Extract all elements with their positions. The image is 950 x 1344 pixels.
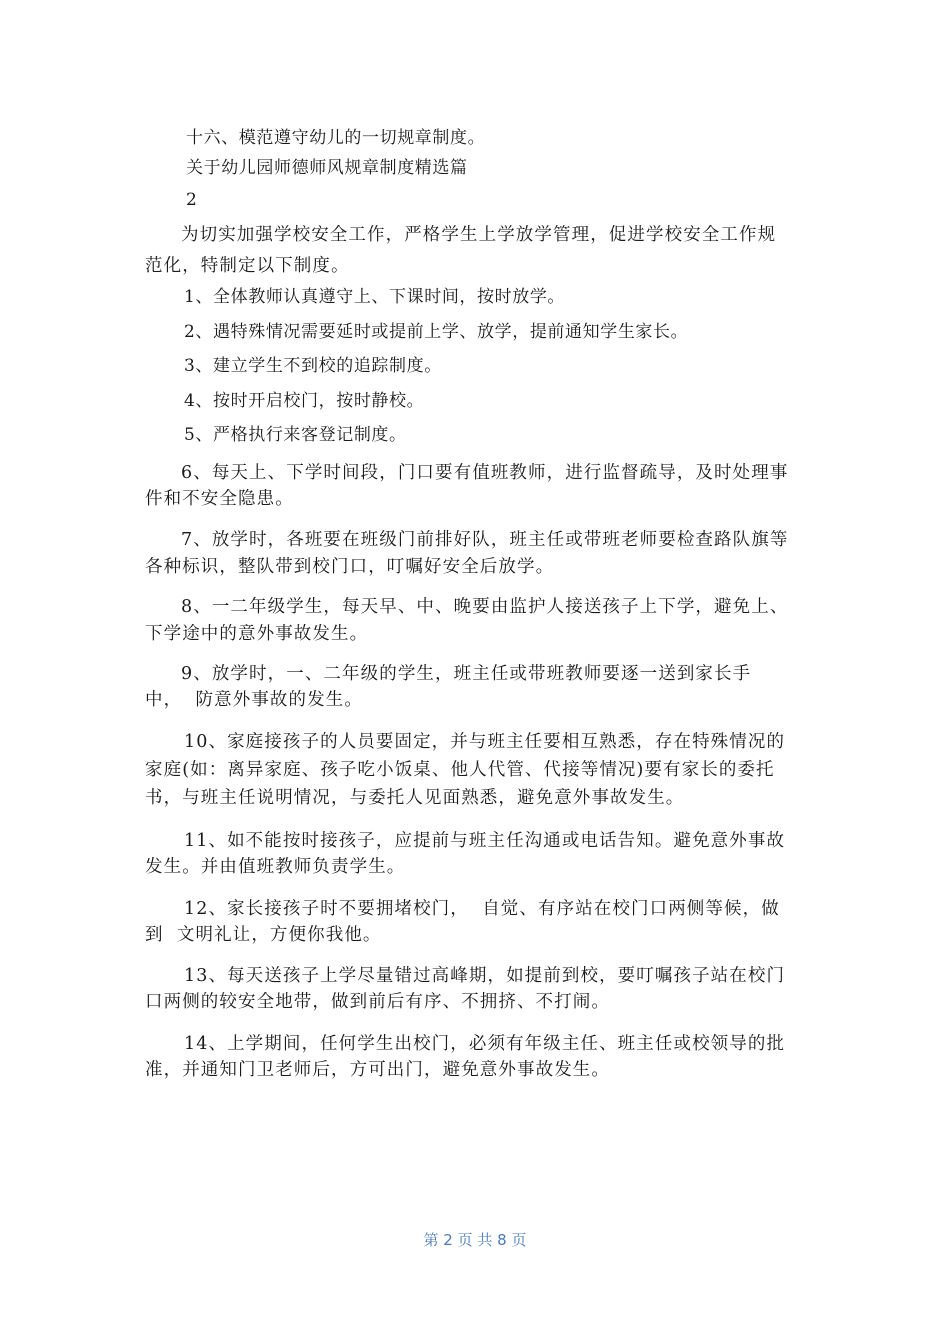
rule-item: 1、全体教师认真遵守上、下课时间，按时放学。 bbox=[184, 287, 566, 307]
paragraph-line: 范化，特制定以下制度。 bbox=[145, 256, 350, 276]
rule-item: 11、如不能按时接孩子，应提前与班主任沟通或电话告知。避免意外事故 bbox=[184, 831, 786, 851]
rule-item-continued: 件和不安全隐患。 bbox=[145, 489, 294, 509]
rule-item: 9、放学时，一、二年级的学生，班主任或带班教师要逐一送到家长手 bbox=[181, 664, 752, 684]
rule-item-continued: 家庭(如：离异家庭、孩子吃小饭桌、他人代管、代接等情况)要有家长的委托 bbox=[145, 760, 775, 780]
rule-item-continued: 发生。并由值班教师负责学生。 bbox=[145, 857, 406, 877]
rule-item-continued: 各种标识，整队带到校门口，叮嘱好安全后放学。 bbox=[145, 557, 555, 577]
rule-item-continued: 准，并通知门卫老师后，方可出门，避免意外事故发生。 bbox=[145, 1060, 610, 1080]
rule-item-continued: 下学途中的意外事故发生。 bbox=[145, 624, 369, 644]
rule-item-continued: 到 文明礼让，方便你我他。 bbox=[145, 925, 382, 945]
paragraph-line: 十六、模范遵守幼儿的一切规章制度。 bbox=[186, 128, 486, 148]
rule-item: 5、严格执行来客登记制度。 bbox=[184, 425, 407, 445]
rule-item: 3、建立学生不到校的追踪制度。 bbox=[184, 356, 442, 376]
rule-item: 6、每天上、下学时间段，门口要有值班教师，进行监督疏导，及时处理事 bbox=[181, 463, 789, 483]
paragraph-line: 为切实加强学校安全工作，严格学生上学放学管理，促进学校安全工作规 bbox=[181, 225, 777, 245]
rule-item-continued: 口两侧的较安全地带，做到前后有序、不拥挤、不打闹。 bbox=[145, 992, 610, 1012]
rule-item: 2、遇特殊情况需要延时或提前上学、放学，提前通知学生家长。 bbox=[184, 322, 689, 342]
rule-item: 4、按时开启校门，按时静校。 bbox=[184, 391, 425, 411]
rule-item: 10、家庭接孩子的人员要固定，并与班主任要相互熟悉，存在特殊情况的 bbox=[184, 732, 786, 752]
rule-item: 13、每天送孩子上学尽量错过高峰期，如提前到校，要叮嘱孩子站在校门 bbox=[184, 966, 786, 986]
section-title: 关于幼儿园师德师风规章制度精选篇 bbox=[186, 158, 468, 178]
rule-item-continued: 书，与班主任说明情况，与委托人见面熟悉，避免意外事故发生。 bbox=[145, 788, 685, 808]
rule-item: 14、上学期间，任何学生出校门，必须有年级主任、班主任或校领导的批 bbox=[184, 1034, 786, 1054]
section-number: 2 bbox=[186, 190, 198, 210]
rule-item: 12、家长接孩子时不要拥堵校门， 自觉、有序站在校门口两侧等候，做 bbox=[184, 899, 780, 919]
rule-item: 7、放学时，各班要在班级门前排好队，班主任或带班老师要检查路队旗等 bbox=[181, 530, 789, 550]
rule-item-continued: 中， 防意外事故的发生。 bbox=[145, 690, 363, 710]
page-number-footer: 第 2 页 共 8 页 bbox=[423, 1231, 527, 1249]
rule-item: 8、一二年级学生，每天早、中、晚要由监护人接送孩子上下学，避免上、 bbox=[181, 597, 789, 617]
